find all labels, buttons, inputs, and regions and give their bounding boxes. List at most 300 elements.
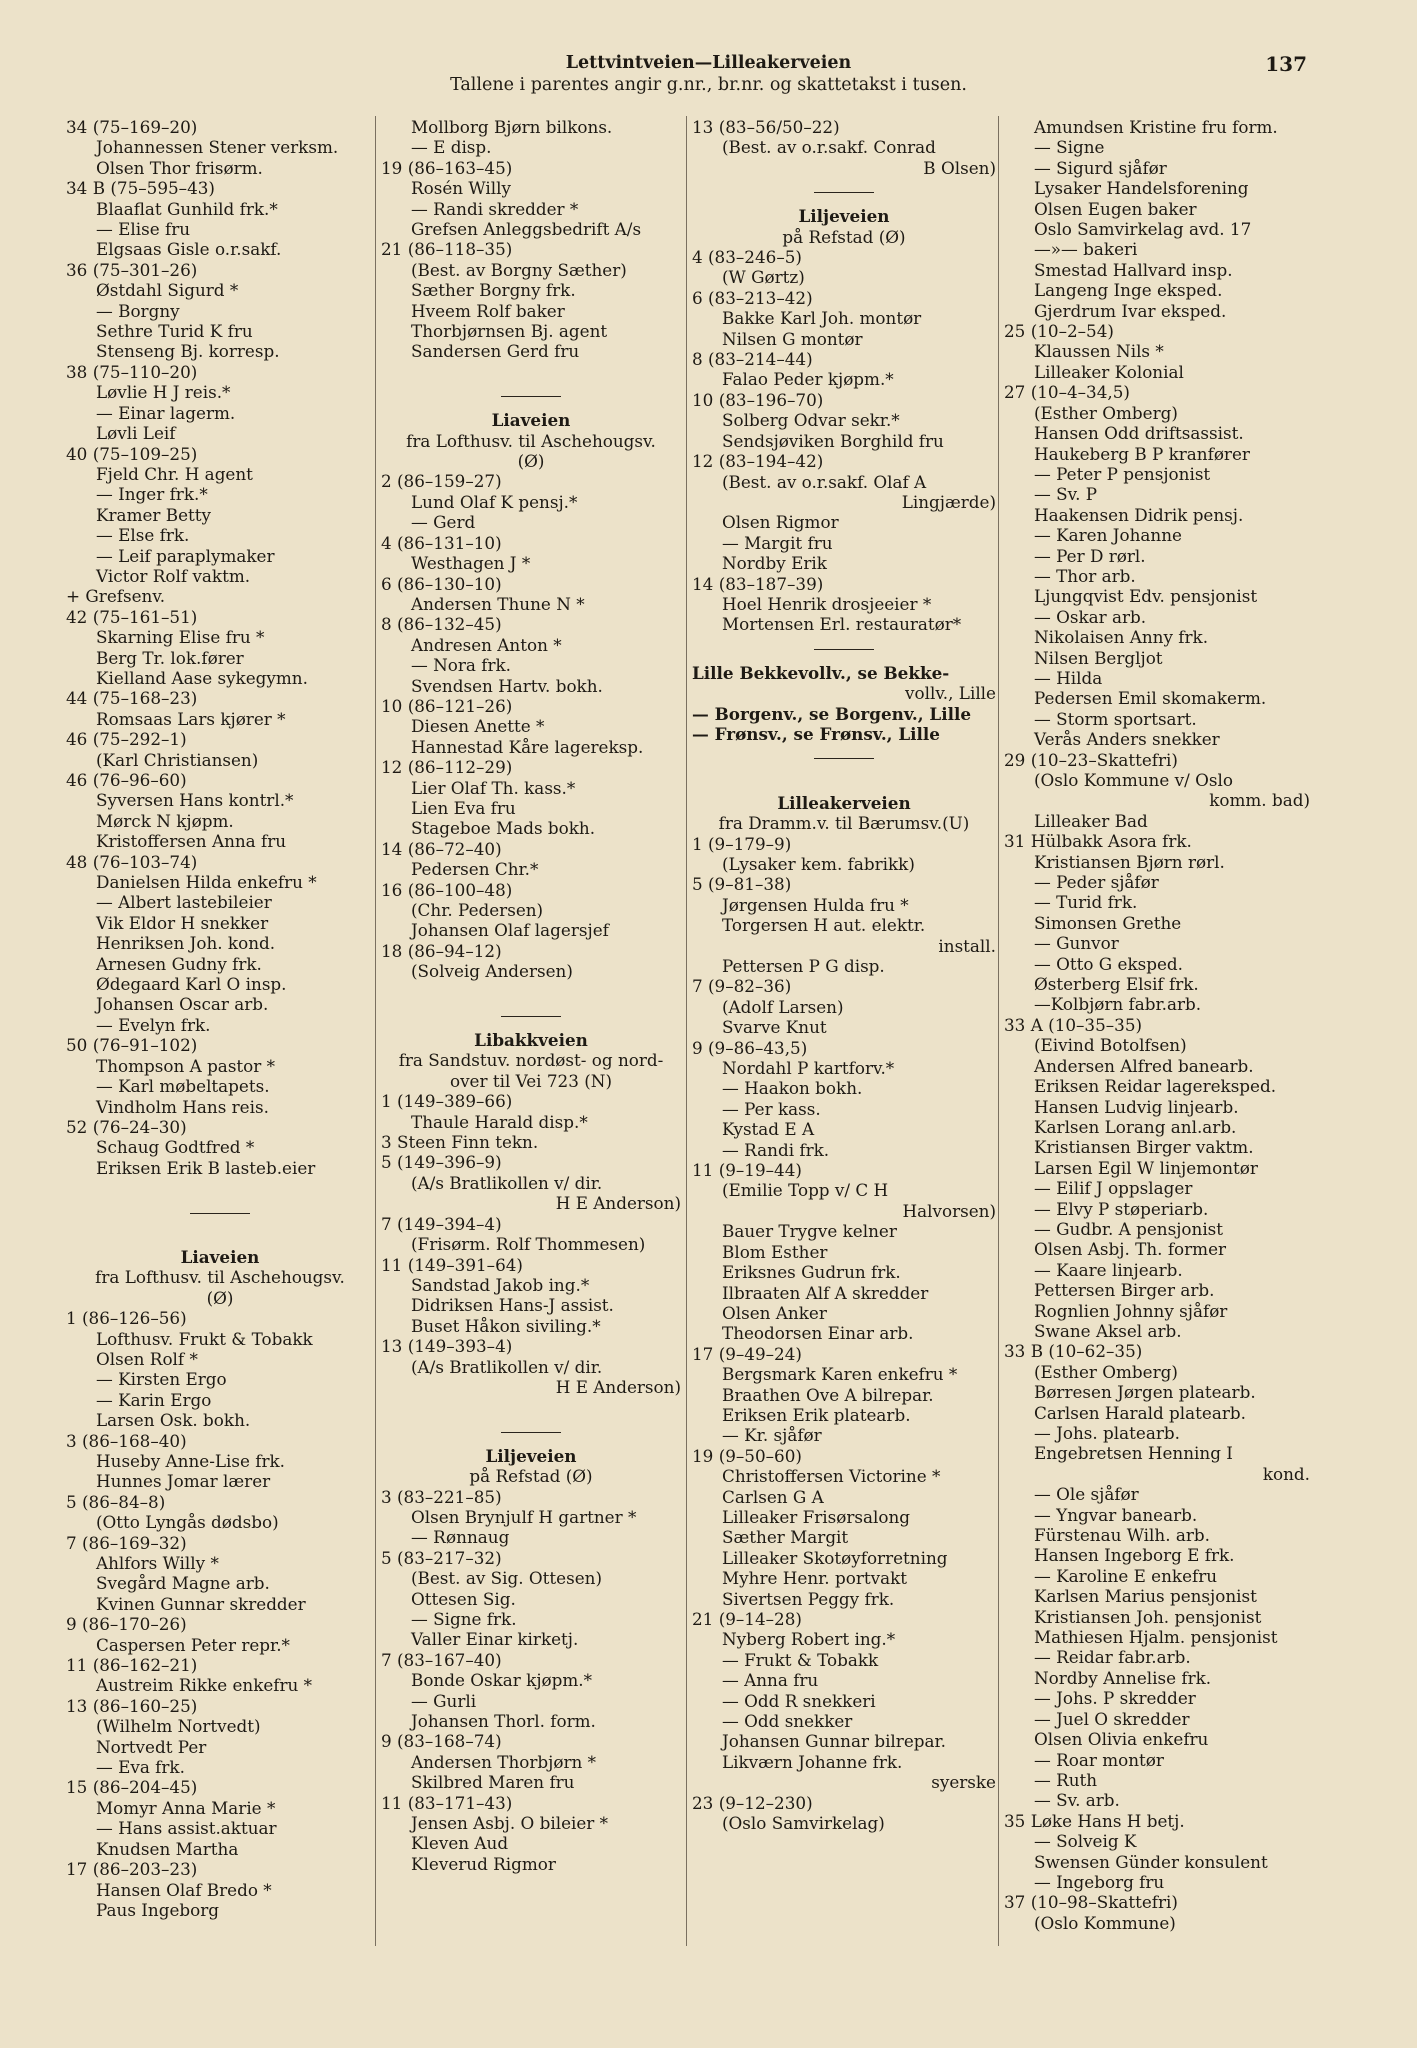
resident-entry: Didriksen Hans-J assist. (411, 1295, 614, 1316)
resident-entry: Ahlfors Willy * (96, 1553, 219, 1573)
listing-continuation: H E Anderson) (555, 1376, 681, 1397)
resident-entry: Sæther Borgny frk. (411, 280, 576, 301)
resident-entry: (Esther Omberg) (1034, 402, 1178, 423)
resident-entry: — Anna fru (722, 1670, 819, 1691)
resident-entry: (W Gørtz) (722, 267, 805, 288)
resident-entry: (Oslo Kommune) (1034, 1912, 1176, 1933)
resident-entry: Knudsen Martha (96, 1838, 239, 1859)
resident-entry: — Per D rørl. (1034, 545, 1146, 566)
house-number-entry: 42 (75–161–51) (66, 606, 198, 627)
resident-entry: (Chr. Pedersen) (411, 900, 544, 921)
resident-entry: Børresen Jørgen platearb. (1034, 1382, 1256, 1403)
resident-entry: Sandersen Gerd fru (411, 341, 580, 362)
resident-entry: Jensen Asbj. O bileier * (411, 1813, 609, 1834)
resident-entry: — Karen Johanne (1034, 525, 1182, 546)
house-number-entry: 6 (83–213–42) (692, 287, 813, 308)
resident-entry: (Lysaker kem. fabrikk) (722, 853, 915, 874)
resident-entry: — Karl møbeltapets. (96, 1076, 270, 1097)
street-heading: Liaveien (491, 410, 571, 431)
resident-entry: Haukeberg B P kranfører (1034, 443, 1250, 464)
house-number-entry: 9 (83–168–74) (381, 1731, 502, 1752)
column-1 (66, 117, 374, 1920)
resident-entry: Pedersen Chr.* (411, 859, 539, 880)
resident-entry: — Ingeborg fru (1034, 1871, 1165, 1892)
resident-entry: — Johs. P skredder (1034, 1688, 1196, 1709)
resident-entry: Nyberg Robert ing.* (722, 1629, 896, 1650)
resident-entry: — Inger frk.* (96, 484, 208, 505)
resident-entry: Larsen Egil W linjemontør (1034, 1157, 1258, 1178)
resident-entry: Hansen Ludvig linjearb. (1034, 1096, 1239, 1117)
resident-entry: Carlsen Harald platearb. (1034, 1402, 1246, 1423)
resident-entry: Thaule Harald disp.* (411, 1111, 588, 1132)
resident-entry: Pettersen Birger arb. (1034, 1280, 1215, 1301)
resident-entry: Løvlie H J reis.* (96, 382, 231, 403)
resident-entry: Caspersen Peter repr.* (96, 1634, 290, 1655)
resident-entry: Amundsen Kristine fru form. (1034, 117, 1278, 137)
street-heading: Lilleakerveien (777, 792, 911, 813)
house-number-entry: 34 B (75–595–43) (66, 178, 215, 199)
house-number-entry: 46 (76–96–60) (66, 770, 187, 790)
resident-entry: Vik Eldor H snekker (96, 912, 269, 933)
resident-entry: (Best. av Borgny Sæther) (411, 259, 627, 280)
resident-entry: Olsen Rigmor (722, 512, 839, 533)
resident-entry: Johansen Oscar arb. (96, 994, 269, 1015)
resident-entry: — Rønnaug (411, 1527, 510, 1548)
resident-entry: Ljungqvist Edv. pensjonist (1034, 586, 1258, 607)
resident-entry: — Juel O skredder (1034, 1708, 1190, 1729)
resident-entry: Nordby Erik (722, 553, 827, 574)
resident-entry: — Margit fru (722, 532, 833, 553)
resident-entry: (Frisørm. Rolf Thommesen) (411, 1234, 646, 1255)
resident-entry: Andresen Anton * (411, 634, 562, 655)
resident-entry: — Evelyn frk. (96, 1014, 211, 1035)
resident-entry: (Eivind Botolfsen) (1034, 1035, 1187, 1056)
resident-entry: Berg Tr. lok.fører (96, 647, 244, 668)
resident-entry: — Karoline E enkefru (1034, 1565, 1218, 1586)
section-divider (814, 758, 874, 759)
resident-entry: (Oslo Kommune v/ Oslo (1034, 770, 1233, 790)
house-number-entry: 7 (149–394–4) (381, 1213, 502, 1234)
house-number-entry: 33 A (10–35–35) (1004, 1014, 1143, 1035)
resident-entry: Likværn Johanne frk. (722, 1751, 903, 1772)
house-number-entry: 21 (86–118–35) (381, 239, 513, 260)
resident-entry: Syversen Hans kontrl.* (96, 790, 294, 811)
resident-entry: Nordby Annelise frk. (1034, 1667, 1212, 1688)
house-number-entry: 50 (76–91–102) (66, 1035, 198, 1056)
listing-continuation: B Olsen) (923, 157, 996, 178)
resident-entry: Ilbraaten Alf A skredder (722, 1282, 929, 1303)
resident-entry: Olsen Thor frisørm. (96, 157, 263, 178)
house-number-entry: 38 (75–110–20) (66, 361, 198, 382)
resident-entry: — Ruth (1034, 1769, 1098, 1790)
listing-continuation: syerske (931, 1772, 996, 1793)
spacer (66, 1227, 374, 1247)
resident-entry: Haakensen Didrik pensj. (1034, 504, 1244, 525)
resident-entry: Kleverud Rigmor (411, 1853, 556, 1874)
house-number-entry: 31 Hülbakk Asora frk. (1004, 831, 1192, 852)
resident-entry: — Hilda (1034, 667, 1103, 688)
house-number-entry: 52 (76–24–30) (66, 1116, 187, 1137)
resident-entry: Kristiansen Joh. pensjonist (1034, 1606, 1262, 1627)
resident-entry: Løvli Leif (96, 423, 176, 444)
resident-entry: Eriksen Erik platearb. (722, 1404, 911, 1425)
street-subheading: fra Dramm.v. til Bærumsv.(U) (718, 813, 970, 834)
resident-entry: Kristiansen Birger vaktm. (1034, 1137, 1254, 1158)
resident-entry: Bonde Oskar kjøpm.* (411, 1670, 593, 1691)
resident-entry: Nilsen Bergljot (1034, 647, 1163, 668)
house-number-entry: 18 (86–94–12) (381, 940, 502, 961)
resident-entry: Johansen Olaf lagersjef (411, 920, 609, 941)
house-number-entry: 3 (83–221–85) (381, 1486, 502, 1507)
resident-entry: Kramer Betty (96, 504, 211, 525)
resident-entry: Romsaas Lars kjører * (96, 708, 286, 729)
street-heading: Liljeveien (798, 206, 890, 227)
resident-entry: — Ole sjåfør (1034, 1484, 1139, 1505)
street-subheading: (Ø) (206, 1287, 234, 1308)
resident-entry: Østerberg Elsif frk. (1034, 974, 1199, 995)
resident-entry: — Oskar arb. (1034, 606, 1147, 627)
resident-entry: Nordahl P kartforv.* (722, 1058, 895, 1079)
resident-entry: Eriksnes Gudrun frk. (722, 1262, 901, 1283)
house-number-entry: 14 (83–187–39) (692, 573, 824, 594)
resident-entry: Sethre Turid K fru (96, 321, 253, 342)
resident-entry: Lofthusv. Frukt & Tobakk (96, 1328, 313, 1349)
section-divider (814, 192, 874, 193)
street-subheading: fra Lofthusv. til Aschehougsv. (95, 1267, 345, 1288)
resident-entry: Andersen Thorbjørn * (411, 1751, 597, 1772)
resident-entry: Rognlien Johnny sjåfør (1034, 1300, 1228, 1321)
resident-entry: Arnesen Gudny frk. (96, 953, 262, 974)
street-subheading: på Refstad (Ø) (469, 1466, 593, 1487)
resident-entry: — Signe frk. (411, 1608, 517, 1629)
resident-entry: — Odd R snekkeri (722, 1690, 876, 1711)
resident-entry: — Gerd (411, 512, 476, 533)
resident-entry: Ødegaard Karl O insp. (96, 974, 287, 995)
listing-continuation: kond. (1262, 1463, 1310, 1484)
resident-entry: — Johs. platearb. (1034, 1423, 1180, 1443)
column-3 (692, 117, 996, 1833)
house-number-entry: 9 (86–170–26) (66, 1614, 187, 1635)
resident-entry: Ottesen Sig. (411, 1588, 516, 1609)
resident-entry: — Per kass. (722, 1098, 821, 1119)
house-number-entry: 17 (86–203–23) (66, 1859, 198, 1880)
resident-entry: Pedersen Emil skomakerm. (1034, 688, 1267, 709)
house-number-entry: 33 B (10–62–35) (1004, 1341, 1143, 1362)
resident-entry: Falao Peder kjøpm.* (722, 369, 894, 390)
resident-entry: Bergsmark Karen enkefru * (722, 1364, 958, 1385)
resident-entry: — Hans assist.aktuar (96, 1818, 277, 1839)
resident-entry: — Otto G eksped. (1034, 953, 1183, 974)
page-title: Lettvintveien—Lilleakerveien (565, 53, 852, 73)
resident-entry: Andersen Alfred banearb. (1034, 1055, 1254, 1076)
resident-entry: Blaaflat Gunhild frk.* (96, 198, 278, 219)
page-header (0, 52, 1417, 96)
listing-continuation: H E Anderson) (555, 1193, 681, 1214)
resident-entry: Solberg Odvar sekr.* (722, 410, 900, 431)
resident-entry: — Elise fru (96, 219, 191, 240)
listing-continuation: install. (938, 935, 996, 956)
resident-entry: Hoel Henrik drosjeeier * (722, 593, 932, 614)
house-number-entry: 40 (75–109–25) (66, 443, 198, 464)
resident-entry: Mørck N kjøpm. (96, 810, 234, 831)
resident-entry: Olsen Eugen baker (1034, 198, 1197, 219)
resident-entry: Fürstenau Wilh. arb. (1034, 1525, 1210, 1546)
section-divider (501, 396, 561, 397)
resident-entry: Thorbjørnsen Bj. agent (411, 321, 608, 342)
resident-entry: Kystad E A (722, 1119, 815, 1140)
resident-entry: — Borgny (96, 300, 180, 321)
street-heading: Liljeveien (485, 1445, 577, 1466)
resident-entry: (Best. av o.r.sakf. Conrad (722, 137, 936, 158)
resident-entry: — Signe (1034, 137, 1105, 158)
resident-entry: — Kaare linjearb. (1034, 1259, 1183, 1280)
house-number-entry: 12 (83–194–42) (692, 451, 824, 472)
house-number-entry: 12 (86–112–29) (381, 757, 513, 778)
resident-entry: Blom Esther (722, 1241, 828, 1262)
spacer (381, 982, 681, 1002)
resident-entry: Thompson A pastor * (96, 1055, 276, 1076)
resident-entry: Olsen Brynjulf H gartner * (411, 1506, 637, 1527)
house-number-entry: 7 (9–82–36) (692, 976, 792, 997)
page-subtitle: Tallene i parentes angir g.nr., br.nr. og skattetakst i tusen. (450, 75, 967, 95)
resident-entry: Sivertsen Peggy frk. (722, 1588, 895, 1609)
resident-entry: Karlsen Lorang anl.arb. (1034, 1116, 1237, 1137)
resident-entry: Momyr Anna Marie * (96, 1797, 276, 1818)
resident-entry: Austreim Rikke enkefru * (96, 1675, 313, 1696)
cross-reference: — Borgenv., se Borgenv., Lille (692, 703, 972, 724)
resident-entry: — Solveig K (1034, 1831, 1137, 1852)
house-number-entry: + Grefsenv. (66, 586, 166, 607)
section-divider (501, 1432, 561, 1433)
house-number-entry: 10 (83–196–70) (692, 389, 824, 410)
street-subheading: på Refstad (Ø) (782, 226, 906, 247)
resident-entry: Pettersen P G disp. (722, 956, 885, 977)
house-number-entry: 48 (76–103–74) (66, 851, 198, 872)
spacer (66, 1178, 374, 1198)
resident-entry: Paus Ingeborg (96, 1899, 220, 1920)
street-subheading: over til Vei 723 (N) (449, 1070, 613, 1091)
resident-entry: Olsen Olivia enkefru (1034, 1729, 1209, 1750)
spacer (381, 1397, 681, 1417)
resident-entry: — Yngvar banearb. (1034, 1504, 1198, 1525)
resident-entry: Hannestad Kåre lagereksp. (411, 736, 644, 757)
resident-entry: Svarve Knut (722, 1017, 827, 1038)
house-number-entry: 25 (10–2–54) (1004, 321, 1114, 342)
resident-entry: Lier Olaf Th. kass.* (411, 777, 576, 798)
resident-entry: Johansen Gunnar bilrepar. (722, 1731, 947, 1752)
resident-entry: Theodorsen Einar arb. (722, 1323, 914, 1344)
resident-entry: Bauer Trygve kelner (722, 1221, 897, 1242)
house-number-entry: 9 (9–86–43,5) (692, 1037, 808, 1058)
cross-reference: Lille Bekkevollv., se Bekke- (692, 662, 950, 683)
resident-entry: — Gunvor (1034, 933, 1119, 954)
section-divider (190, 1213, 250, 1214)
resident-entry: Sendsjøviken Borghild fru (722, 430, 944, 451)
resident-entry: Swensen Günder konsulent (1034, 1851, 1268, 1872)
resident-entry: Torgersen H aut. elektr. (722, 915, 926, 936)
house-number-entry: 5 (149–396–9) (381, 1152, 502, 1173)
house-number-entry: 7 (86–169–32) (66, 1532, 187, 1553)
resident-entry: Kristoffersen Anna fru (96, 831, 287, 852)
resident-entry: Vindholm Hans reis. (96, 1096, 269, 1117)
resident-entry: (Solveig Andersen) (411, 961, 573, 982)
house-number-entry: 3 Steen Finn tekn. (381, 1132, 539, 1153)
house-number-entry: 4 (86–131–10) (381, 532, 502, 553)
spacer (381, 362, 681, 382)
resident-entry: Skilbred Maren fru (411, 1772, 575, 1793)
resident-entry: Carlsen G A (722, 1486, 824, 1507)
resident-entry: — Roar montør (1034, 1749, 1164, 1770)
house-number-entry: 5 (86–84–8) (66, 1491, 166, 1512)
resident-entry: (Karl Christiansen) (96, 749, 259, 770)
resident-entry: Buset Håkon siviling.* (411, 1315, 601, 1336)
house-number-entry: 11 (149–391–64) (381, 1254, 523, 1275)
resident-entry: — Einar lagerm. (96, 402, 236, 423)
resident-entry: — Leif paraplymaker (96, 545, 275, 566)
house-number-entry: 27 (10–4–34,5) (1004, 382, 1130, 403)
listing-continuation: vollv., Lille (905, 683, 996, 704)
resident-entry: — Karin Ergo (96, 1389, 212, 1410)
resident-entry: Langeng Inge eksped. (1034, 280, 1223, 301)
resident-entry: Lilleaker Skotøyforretning (722, 1547, 948, 1568)
resident-entry: (A/s Bratlikollen v/ dir. (411, 1172, 603, 1193)
column-rule (686, 116, 687, 1946)
resident-entry: Smestad Hallvard insp. (1034, 259, 1233, 280)
resident-entry: Christoffersen Victorine * (722, 1466, 941, 1487)
resident-entry: Nilsen G montør (722, 328, 863, 349)
resident-entry: Andersen Thune N * (411, 593, 585, 614)
house-number-entry: 14 (86–72–40) (381, 838, 502, 859)
resident-entry: Olsen Asbj. Th. former (1034, 1239, 1227, 1260)
resident-entry: — Turid frk. (1034, 892, 1138, 913)
resident-entry: Henriksen Joh. kond. (96, 933, 276, 954)
resident-entry: — Sv. arb. (1034, 1790, 1120, 1811)
street-heading: Libakkveien (474, 1030, 588, 1051)
resident-entry: — Elvy P støperiarb. (1034, 1198, 1209, 1219)
resident-entry: Johansen Thorl. form. (411, 1711, 596, 1732)
house-number-entry: 4 (83–246–5) (692, 247, 802, 268)
resident-entry: Victor Rolf vaktm. (96, 565, 251, 586)
street-subheading: (Ø) (517, 451, 545, 472)
resident-entry: —Kolbjørn fabr.arb. (1034, 994, 1202, 1015)
resident-entry: — Randi frk. (722, 1139, 830, 1160)
resident-entry: Lien Eva fru (411, 797, 516, 818)
resident-entry: Mollborg Bjørn bilkons. (411, 117, 613, 137)
resident-entry: Sæther Margit (722, 1527, 849, 1548)
column-2 (381, 117, 681, 1874)
resident-entry: Kvinen Gunnar skredder (96, 1593, 306, 1614)
resident-entry: — Odd snekker (722, 1711, 853, 1732)
resident-entry: Myhre Henr. portvakt (722, 1568, 907, 1589)
house-number-entry: 7 (83–167–40) (381, 1649, 502, 1670)
resident-entry: Danielsen Hilda enkefru * (96, 872, 317, 893)
resident-entry: Oslo Samvirkelag avd. 17 (1034, 219, 1252, 240)
resident-entry: Lilleaker Frisørsalong (722, 1506, 911, 1527)
house-number-entry: 23 (9–12–230) (692, 1792, 813, 1813)
resident-entry: Nikolaisen Anny frk. (1034, 627, 1209, 648)
resident-entry: Hunnes Jomar lærer (96, 1471, 271, 1492)
resident-entry: — Peter P pensjonist (1034, 463, 1211, 484)
resident-entry: (Esther Omberg) (1034, 1361, 1178, 1382)
resident-entry: (Otto Lyngås dødsbo) (96, 1512, 279, 1533)
resident-entry: Lilleaker Bad (1034, 810, 1148, 831)
section-divider (501, 1016, 561, 1017)
house-number-entry: 11 (83–171–43) (381, 1792, 513, 1813)
resident-entry: Hansen Olaf Bredo * (96, 1879, 272, 1900)
house-number-entry: 29 (10–23–Skattefri) (1004, 749, 1178, 770)
resident-entry: Huseby Anne-Lise frk. (96, 1450, 286, 1471)
resident-entry: Mortensen Erl. restauratør* (722, 614, 962, 635)
cross-reference: — Frønsv., se Frønsv., Lille (692, 723, 940, 744)
house-number-entry: 34 (75–169–20) (66, 117, 198, 137)
house-number-entry: 5 (9–81–38) (692, 874, 792, 895)
resident-entry: — Sv. P (1034, 484, 1098, 505)
resident-entry: Østdahl Sigurd * (96, 280, 239, 301)
house-number-entry: 36 (75–301–26) (66, 259, 198, 280)
resident-entry: (Oslo Samvirkelag) (722, 1813, 885, 1834)
listing-continuation: komm. bad) (1209, 790, 1310, 811)
resident-entry: — Peder sjåfør (1034, 872, 1159, 893)
resident-entry: Larsen Osk. bokh. (96, 1410, 251, 1431)
column-rule (998, 116, 999, 1946)
resident-entry: Elgsaas Gisle o.r.sakf. (96, 239, 282, 260)
resident-entry: — Randi skredder * (411, 198, 579, 219)
house-number-entry: 13 (86–160–25) (66, 1695, 198, 1716)
resident-entry: Verås Anders snekker (1034, 729, 1220, 750)
resident-entry: Lysaker Handelsforening (1034, 178, 1249, 199)
resident-entry: Svegård Magne arb. (96, 1573, 270, 1594)
resident-entry: (Adolf Larsen) (722, 996, 844, 1017)
street-subheading: fra Sandstuv. nordøst- og nord- (398, 1050, 664, 1071)
resident-entry: (Emilie Topp v/ C H (722, 1180, 889, 1201)
resident-entry: — Else frk. (96, 525, 190, 546)
resident-entry: Hveem Rolf baker (411, 300, 565, 321)
house-number-entry: 8 (83–214–44) (692, 349, 813, 370)
house-number-entry: 8 (86–132–45) (381, 614, 502, 635)
resident-entry: — Haakon bokh. (722, 1078, 863, 1099)
resident-entry: Schaug Godtfred * (96, 1137, 255, 1158)
resident-entry: Sandstad Jakob ing.* (411, 1274, 590, 1295)
resident-entry: Braathen Ove A bilrepar. (722, 1384, 934, 1405)
house-number-entry: 15 (86–204–45) (66, 1777, 198, 1798)
resident-entry: (Best. av o.r.sakf. Olaf A (722, 471, 927, 492)
resident-entry: — Kr. sjåfør (722, 1425, 822, 1446)
page-number: 137 (1265, 52, 1307, 76)
resident-entry: Grefsen Anleggsbedrift A/s (411, 219, 642, 240)
resident-entry: — Storm sportsart. (1034, 708, 1197, 729)
resident-entry: Kielland Aase sykegymn. (96, 667, 308, 688)
resident-entry: Nortvedt Per (96, 1736, 207, 1757)
house-number-entry: 2 (86–159–27) (381, 471, 502, 492)
resident-entry: — Gudbr. A pensjonist (1034, 1218, 1224, 1239)
house-number-entry: 11 (9–19–44) (692, 1160, 802, 1181)
house-number-entry: 1 (9–179–9) (692, 833, 792, 854)
resident-entry: —»— bakeri (1034, 239, 1138, 260)
house-number-entry: 13 (83–56/50–22) (692, 117, 840, 137)
resident-entry: Diesen Anette * (411, 716, 545, 737)
street-subheading: fra Lofthusv. til Aschehougsv. (406, 430, 656, 451)
resident-entry: Lilleaker Kolonial (1034, 361, 1184, 382)
house-number-entry: 19 (86–163–45) (381, 157, 513, 178)
resident-entry: — Nora frk. (411, 655, 511, 676)
resident-entry: — Frukt & Tobakk (722, 1649, 879, 1670)
resident-entry: Svendsen Hartv. bokh. (411, 675, 603, 696)
listing-continuation: Lingjærde) (901, 491, 996, 512)
house-number-entry: 11 (86–162–21) (66, 1655, 198, 1676)
resident-entry: Gjerdrum Ivar eksped. (1034, 300, 1227, 321)
house-number-entry: 6 (86–130–10) (381, 573, 502, 594)
resident-entry: Westhagen J * (411, 553, 531, 574)
